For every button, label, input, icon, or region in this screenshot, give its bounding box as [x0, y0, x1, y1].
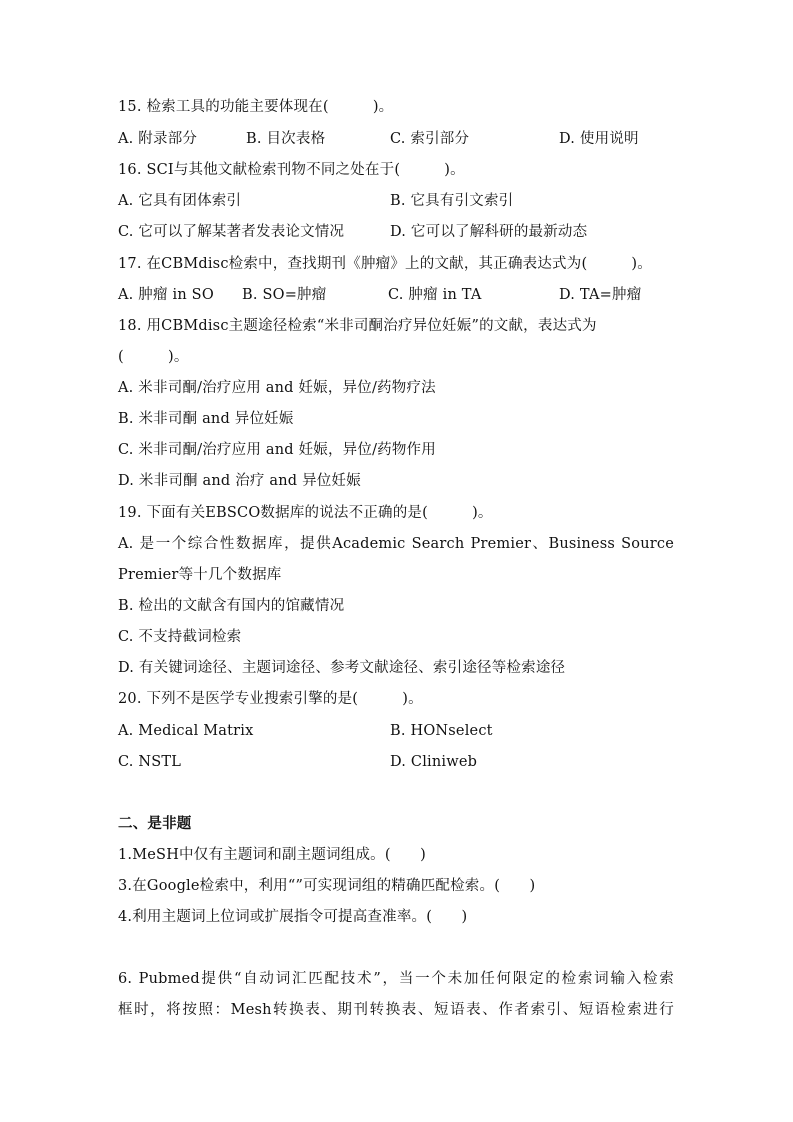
- q20-option-c: C. NSTL: [118, 754, 182, 770]
- q20-stem: 20. 下列不是医学专业搜索引擎的是( )。: [118, 691, 423, 707]
- q18-option-a: A. 米非司酮/治疗应用 and 妊娠，异位/药物疗法: [118, 380, 436, 396]
- q15-option-b: B. 目次表格: [246, 131, 326, 147]
- q17-stem: 17. 在CBMdisc检索中，查找期刊《肿瘤》上的文献，其正确表达式为( )。: [118, 256, 652, 272]
- tf-item-3: 3.在Google检索中，利用“”可实现词组的精确匹配检索。( ): [118, 878, 536, 894]
- q15-stem: 15. 检索工具的功能主要体现在( )。: [118, 99, 394, 115]
- q19-option-a-line2: Premier等十几个数据库: [118, 567, 282, 583]
- q20-option-d: D. Cliniweb: [390, 754, 478, 770]
- q18-option-b: B. 米非司酮 and 异位妊娠: [118, 411, 294, 427]
- q19-option-d: D. 有关键词途径、主题词途径、参考文献途径、索引途径等检索途径: [118, 660, 566, 676]
- q16-stem: 16. SCI与其他文献检索刊物不同之处在于( )。: [118, 162, 465, 178]
- q16-option-a: A. 它具有团体索引: [118, 193, 242, 209]
- tf-item-1: 1.MeSH中仅有主题词和副主题词组成。( ): [118, 847, 426, 863]
- q18-stem-line1: 18. 用CBMdisc主题途径检索“米非司酮治疗异位妊娠”的文献，表达式为: [118, 318, 597, 334]
- q18-stem-line2: ( )。: [118, 349, 189, 365]
- q18-option-c: C. 米非司酮/治疗应用 and 妊娠，异位/药物作用: [118, 442, 436, 458]
- q17-option-c: C. 肿瘤 in TA: [388, 287, 482, 303]
- q17-option-b: B. SO=肿瘤: [242, 287, 327, 303]
- tf-item-4: 4.利用主题词上位词或扩展指令可提高查准率。( ): [118, 909, 468, 925]
- q16-option-d: D. 它可以了解科研的最新动态: [390, 224, 588, 240]
- q20-option-a: A. Medical Matrix: [118, 723, 254, 739]
- q17-option-a: A. 肿瘤 in SO: [118, 287, 214, 303]
- q15-option-c: C. 索引部分: [390, 131, 470, 147]
- q15-option-d: D. 使用说明: [559, 131, 639, 147]
- tf-item-6-line2: 框时，将按照：Mesh转换表、期刊转换表、短语表、作者索引、短语检索进行: [118, 1002, 674, 1018]
- q16-option-b: B. 它具有引文索引: [390, 193, 514, 209]
- q17-option-d: D. TA=肿瘤: [559, 287, 642, 303]
- q19-option-c: C. 不支持截词检索: [118, 629, 242, 645]
- tf-item-6-line1: 6. Pubmed提供“自动词汇匹配技术”，当一个未加任何限定的检索词输入检索: [118, 971, 674, 987]
- q19-option-b: B. 检出的文献含有国内的馆藏情况: [118, 598, 345, 614]
- q16-option-c: C. 它可以了解某著者发表论文情况: [118, 224, 345, 240]
- q19-stem: 19. 下面有关EBSCO数据库的说法不正确的是( )。: [118, 505, 493, 521]
- q20-option-b: B. HONselect: [390, 723, 493, 739]
- section-heading-true-false: 二、是非题: [118, 816, 192, 832]
- q18-option-d: D. 米非司酮 and 治疗 and 异位妊娠: [118, 473, 361, 489]
- q19-option-a-line1: A. 是一个综合性数据库，提供Academic Search Premier、Business Source: [118, 536, 674, 552]
- q15-option-a: A. 附录部分: [118, 131, 198, 147]
